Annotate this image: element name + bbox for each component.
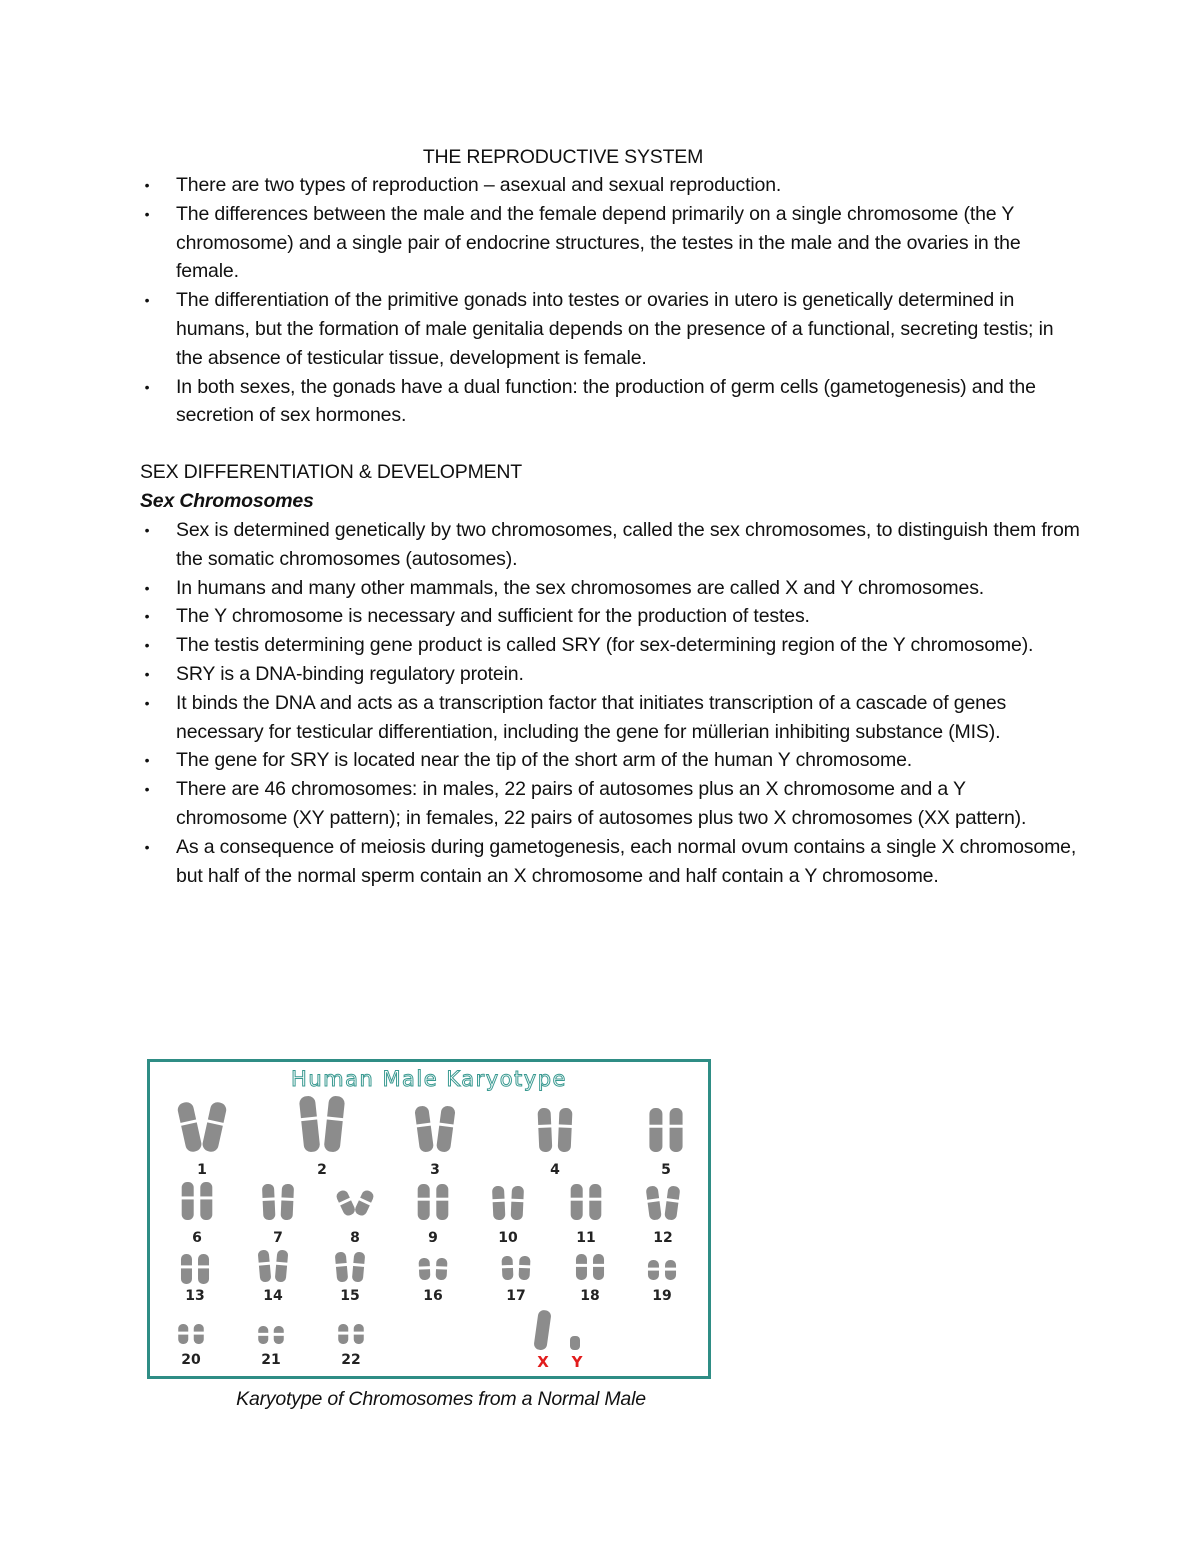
chromosome-10b <box>511 1186 524 1220</box>
list-item-text: There are 46 chromosomes: in males, 22 pairs of autosomes plus an X chromosome and a Y chromosome (XY pattern); in females, 22 pairs of autosomes plus two X chromosomes (XX pattern). <box>176 778 1027 829</box>
chromosome-pair-20 <box>177 1324 205 1344</box>
list-item-text: The testis determining gene product is called SRY (for sex-determining region of the Y chromosome). <box>176 634 1034 657</box>
chromosome-label-12: 12 <box>653 1230 673 1246</box>
chromosome-14b <box>275 1250 289 1283</box>
chromosome-label-18: 18 <box>580 1288 600 1304</box>
chromosome-pair-11 <box>570 1184 603 1220</box>
bullet-icon: • <box>144 205 150 222</box>
chromosome-18b <box>593 1254 604 1280</box>
chromosome-18a <box>576 1254 587 1280</box>
chromosome-pair-19 <box>647 1260 677 1280</box>
centromere-band <box>518 1265 531 1269</box>
chromosome-label-13: 13 <box>185 1288 205 1304</box>
chromosome-label-17: 17 <box>506 1288 526 1304</box>
chromosome-label-1: 1 <box>197 1162 207 1178</box>
centromere-band <box>197 1265 210 1268</box>
chromosome-label-2: 2 <box>317 1162 327 1178</box>
karyotype-figure <box>147 1059 711 1379</box>
centromere-band <box>417 1198 431 1201</box>
list-item-text: The differentiation of the primitive gonads into testes or ovaries in utero is genetically determined in humans, but the formation of male genitalia depends on the presence of a functional, secreting testis; in the absence of testicular tissue, development is female. <box>176 289 1054 369</box>
centromere-band <box>664 1268 677 1271</box>
chromosome-11b <box>589 1184 601 1220</box>
chromosome-pair-3 <box>414 1105 456 1152</box>
chromosome-pair-12 <box>646 1185 681 1220</box>
chromosome-pair-5 <box>648 1108 683 1152</box>
chromosome-13a <box>181 1254 192 1284</box>
centromere-band <box>418 1266 431 1270</box>
centromere-band <box>257 1333 269 1336</box>
chromosome-label-8: 8 <box>350 1230 360 1246</box>
bullet-icon: • <box>144 579 150 596</box>
chromosome-pair-8 <box>335 1189 375 1218</box>
centromere-band <box>177 1332 189 1335</box>
centromere-band <box>435 1198 449 1201</box>
chromosome-9b <box>436 1184 448 1220</box>
bullet-icon: • <box>144 694 150 711</box>
list-item <box>140 631 1080 660</box>
chromosome-label-20: 20 <box>181 1352 201 1368</box>
chromosome-5b <box>670 1108 683 1152</box>
centromere-band <box>588 1198 602 1201</box>
chromosome-label-16: 16 <box>423 1288 443 1304</box>
bullet-icon: • <box>144 378 150 395</box>
centromere-band <box>647 1268 660 1271</box>
chromosome-7b <box>281 1184 295 1220</box>
chromosome-3b <box>436 1105 456 1152</box>
karyotype-title: Human Male Karyotype <box>291 1067 567 1091</box>
sex-chromosomes <box>533 1309 580 1350</box>
bullet-icon: • <box>144 292 150 309</box>
centromere-band <box>501 1265 514 1269</box>
centromere-band <box>273 1333 285 1336</box>
list-item-text: Sex is determined genetically by two chromosomes, called the sex chromosomes, to distinguish them from the somatic chromosomes (autosomes). <box>176 519 1080 570</box>
chromosome-label-14: 14 <box>263 1288 283 1304</box>
chromosome-x <box>533 1309 551 1350</box>
centromere-band <box>435 1266 448 1270</box>
centromere-band <box>199 1196 213 1199</box>
chromosome-pair-16 <box>418 1258 448 1280</box>
list-item-text: The gene for SRY is located near the tip of the short arm of the human Y chromosome. <box>176 749 913 772</box>
chromosome-1a <box>176 1101 202 1153</box>
list-item <box>140 660 1080 689</box>
chromosome-1b <box>201 1101 227 1153</box>
list-item <box>140 602 1080 631</box>
sex-label-x: X <box>537 1353 549 1371</box>
chromosome-pair-13 <box>180 1254 210 1284</box>
sex-label-y: Y <box>571 1353 583 1371</box>
bullet-icon: • <box>144 838 150 855</box>
chromosome-2a <box>299 1095 321 1152</box>
list-item <box>140 833 1080 891</box>
chromosome-pair-17 <box>501 1256 531 1280</box>
list-item <box>140 746 1080 775</box>
chromosome-12a <box>646 1185 662 1220</box>
chromosome-10a <box>492 1186 505 1220</box>
chromosome-5a <box>649 1108 662 1152</box>
bullet-icon: • <box>144 522 150 538</box>
chromosome-label-3: 3 <box>430 1162 440 1178</box>
centromere-band <box>592 1264 605 1267</box>
list-item-text: The differences between the male and the female depend primarily on a single chromosome (the Y chromosome) and a single pair of endocrine structures, the testes in the male and the ovaries in the female. <box>176 202 1021 283</box>
sub-heading: Sex Chromosomes <box>140 490 314 512</box>
chromosome-6b <box>200 1182 212 1220</box>
chromosome-11a <box>571 1184 583 1220</box>
chromosome-6a <box>182 1182 194 1220</box>
section-heading: SEX DIFFERENTIATION & DEVELOPMENT <box>140 461 523 483</box>
chromosome-label-4: 4 <box>550 1162 560 1178</box>
chromosome-4b <box>558 1108 573 1153</box>
list-item <box>140 286 1080 372</box>
chromosome-y <box>570 1336 580 1350</box>
list-item-text: As a consequence of meiosis during gametogenesis, each normal ovum contains a single X chromosome, but half of the normal sperm contain an X chromosome and half contain a Y chromosome. <box>176 835 1077 887</box>
list-item-text: SRY is a DNA-binding regulatory protein. <box>176 662 524 685</box>
chromosome-group <box>176 1095 683 1350</box>
centromere-band <box>193 1332 205 1335</box>
intro-bullet-list <box>140 171 1080 430</box>
chromosome-label-7: 7 <box>273 1230 283 1246</box>
chromosome-pair-15 <box>335 1252 366 1283</box>
page-title: THE REPRODUCTIVE SYSTEM <box>422 146 704 168</box>
list-item-text: It binds the DNA and acts as a transcription factor that initiates transcription of a cascade of genes necessary for testicular differentiation, including the gene for müllerian inhibiting substance (MIS). <box>176 691 1007 743</box>
centromere-band <box>648 1125 663 1128</box>
chromosome-9a <box>418 1184 430 1220</box>
chromosome-label-19: 19 <box>652 1288 672 1304</box>
list-item <box>140 574 1080 603</box>
chromosome-pair-4 <box>537 1108 573 1153</box>
chromosome-2b <box>324 1095 346 1152</box>
chromosome-pair-2 <box>299 1095 346 1152</box>
karyotype-image <box>150 1062 708 1376</box>
list-item <box>140 171 1080 200</box>
bullet-icon: • <box>144 752 150 769</box>
centromere-band <box>337 1332 349 1335</box>
chromosome-pair-9 <box>417 1184 450 1220</box>
chromosome-label-9: 9 <box>428 1230 438 1246</box>
chromosome-label-11: 11 <box>576 1230 596 1246</box>
chromosome-label-5: 5 <box>661 1162 671 1178</box>
centromere-band <box>575 1264 588 1267</box>
chromosome-pair-14 <box>258 1250 289 1283</box>
chromosome-label-15: 15 <box>340 1288 360 1304</box>
centromere-band <box>280 1197 294 1201</box>
list-item-text: In both sexes, the gonads have a dual function: the production of germ cells (gametogenesis) and the secretion of sex hormones. <box>176 375 1036 427</box>
bullet-icon: • <box>144 781 150 798</box>
list-item-text: The Y chromosome is necessary and sufficient for the production of testes. <box>176 605 810 628</box>
list-item <box>140 516 1080 574</box>
chromosome-3a <box>414 1105 434 1152</box>
centromere-band <box>510 1199 524 1203</box>
centromere-band <box>570 1198 584 1201</box>
chromosome-13b <box>198 1254 209 1284</box>
figure-caption: Karyotype of Chromosomes from a Normal Male <box>236 1388 646 1410</box>
centromere-band <box>353 1332 365 1335</box>
centromere-band <box>669 1125 684 1128</box>
chromosome-14a <box>258 1250 272 1283</box>
bullet-icon: • <box>144 637 150 654</box>
chromosome-pair-10 <box>492 1186 525 1220</box>
chromosome-15a <box>335 1252 349 1283</box>
chromosome-pair-21 <box>257 1326 285 1344</box>
centromere-band <box>492 1199 506 1203</box>
list-item-text: In humans and many other mammals, the sex chromosomes are called X and Y chromosomes. <box>176 576 985 599</box>
list-item <box>140 200 1080 286</box>
chromosome-15b <box>352 1252 366 1283</box>
chromosome-pair-6 <box>181 1182 214 1220</box>
chromosome-12b <box>664 1185 680 1220</box>
sex-chromosome-bullet-list <box>140 516 1080 890</box>
chromosome-label-22: 22 <box>341 1352 361 1368</box>
chromosome-label-21: 21 <box>261 1352 281 1368</box>
list-item-text: There are two types of reproduction – asexual and sexual reproduction. <box>176 174 782 196</box>
centromere-band <box>181 1196 195 1199</box>
chromosome-pair-1 <box>176 1101 227 1153</box>
chromosome-pair-22 <box>337 1324 365 1344</box>
chromosome-label-6: 6 <box>192 1230 202 1246</box>
bullet-icon: • <box>144 608 150 625</box>
chromosome-pair-7 <box>262 1184 295 1220</box>
chromosome-7a <box>262 1184 276 1220</box>
chromosome-label-10: 10 <box>498 1230 518 1246</box>
chromosome-4a <box>537 1108 552 1153</box>
list-item <box>140 689 1080 747</box>
list-item <box>140 373 1080 431</box>
chromosome-8b <box>353 1189 375 1218</box>
list-item <box>140 775 1080 833</box>
chromosome-8a <box>335 1189 357 1218</box>
centromere-band <box>262 1197 276 1201</box>
bullet-icon: • <box>144 665 150 682</box>
centromere-band <box>180 1265 193 1268</box>
bullet-icon: • <box>144 177 150 193</box>
chromosome-pair-18 <box>575 1254 605 1280</box>
